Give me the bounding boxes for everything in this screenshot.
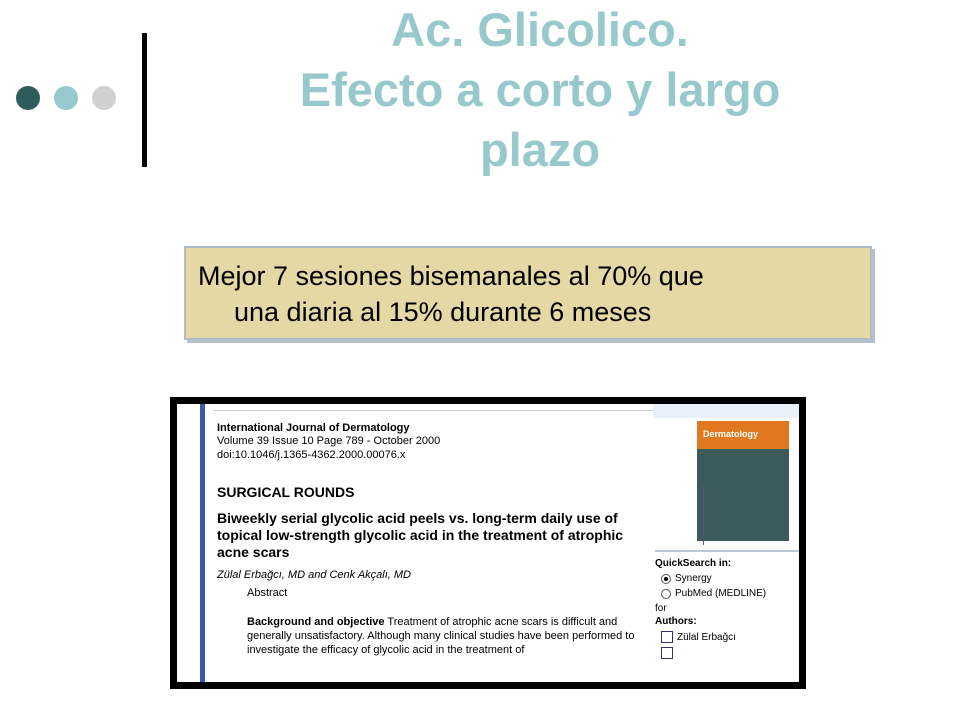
abstract-body	[217, 615, 657, 657]
radio-pubmed-label: PubMed (MEDLINE)	[675, 588, 767, 599]
header-rule	[213, 410, 653, 411]
cover-title: Dermatology	[703, 429, 759, 439]
screenshot-page	[177, 404, 799, 682]
section-heading: SURGICAL ROUNDS	[217, 484, 355, 500]
abstract-text: Treatment of atrophic acne scars is difficult and generally unsatisfactory. Although many clinical studies have been performed to investigate the efficacy of glycolic acid in the treatment of	[247, 616, 635, 656]
callout-line-1: Mejor 7 sesiones bisemanales al 70% que	[198, 261, 704, 291]
radio-selected-icon[interactable]	[661, 574, 671, 584]
left-nav-bar	[177, 404, 205, 682]
journal-volume: Volume 39 Issue 10 Page 789 - October 2000	[217, 435, 441, 447]
radio-synergy[interactable]	[661, 573, 799, 584]
article-screenshot	[170, 397, 806, 689]
authors-label: Authors:	[655, 616, 697, 627]
slide-title	[220, 0, 860, 180]
radio-pubmed[interactable]	[661, 588, 799, 599]
callout-line-2: una diaria al 15% durante 6 meses	[234, 297, 652, 327]
callout-box	[184, 246, 872, 340]
title-divider	[142, 33, 147, 167]
dot-teal	[54, 86, 78, 110]
journal-cover-image[interactable]	[697, 421, 789, 541]
checkbox-icon[interactable]	[661, 647, 673, 659]
author-checkbox-1-label: Zülal Erbağcı	[677, 631, 736, 643]
title-line-2: Efecto a corto y largo	[299, 63, 781, 116]
top-strip	[653, 404, 799, 418]
radio-unselected-icon[interactable]	[661, 589, 671, 599]
article-content	[217, 412, 657, 657]
cover-stripes	[703, 485, 784, 545]
author-checkbox-2[interactable]	[661, 647, 799, 659]
title-line-1: Ac. Glicolico.	[391, 3, 689, 56]
author-checkbox-1[interactable]	[661, 631, 799, 643]
title-line-3: plazo	[479, 123, 601, 176]
quicksearch-label: QuickSearch in:	[655, 558, 732, 569]
article-authors: Zülal Erbağcı, MD and Cenk Akçalı, MD	[217, 569, 411, 581]
abstract-label: Abstract	[247, 587, 288, 599]
article-title: Biweekly serial glycolic acid peels vs. long-term daily use of topical low-strength glycolic acid in the treatment of atrophic acne scars	[217, 510, 624, 560]
decorative-dots	[16, 86, 116, 110]
for-label: for	[655, 603, 667, 614]
journal-doi[interactable]: doi:10.1046/j.1365-4362.2000.00076.x	[217, 449, 406, 461]
radio-synergy-label: Synergy	[675, 573, 712, 584]
checkbox-icon[interactable]	[661, 631, 673, 643]
dot-dark	[16, 86, 40, 110]
quicksearch-panel	[655, 550, 799, 663]
dot-grey	[92, 86, 116, 110]
sidebar-separator	[655, 550, 799, 552]
journal-name: International Journal of Dermatology	[217, 422, 410, 434]
background-label: Background and objective	[247, 616, 385, 628]
